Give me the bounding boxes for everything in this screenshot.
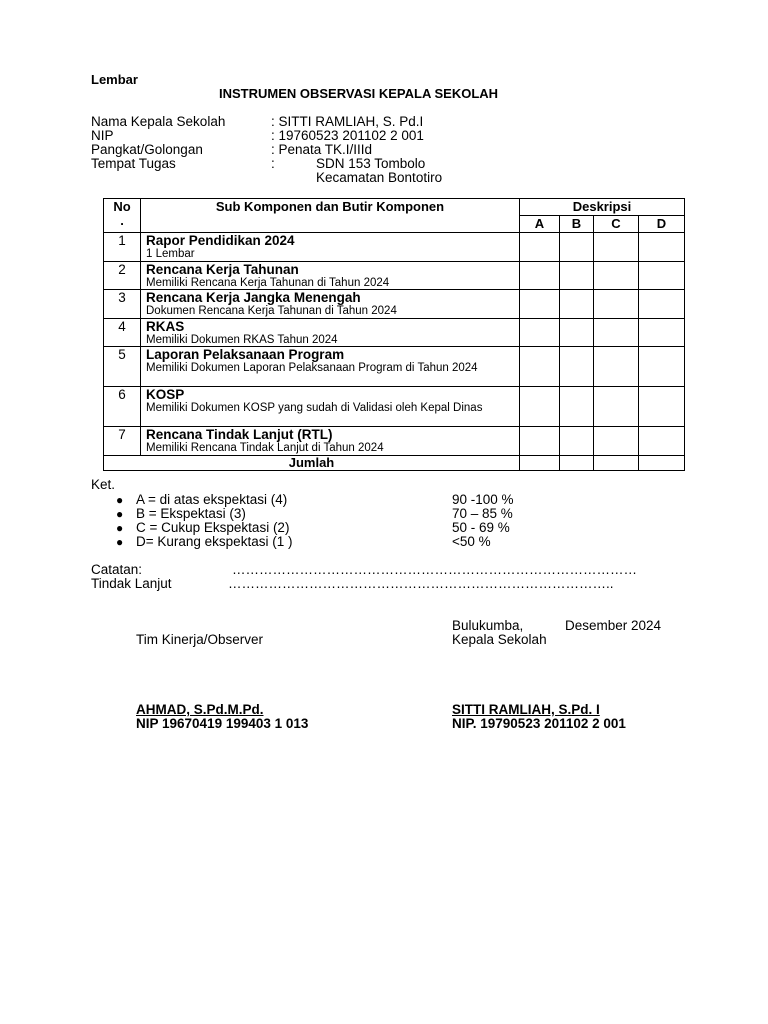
cell-grade-d[interactable] xyxy=(639,427,685,456)
cell-grade-a[interactable] xyxy=(520,427,560,456)
cell-grade-c[interactable] xyxy=(594,318,639,347)
row-title: Rencana Kerja Jangka Menengah xyxy=(146,290,361,305)
total-label: Jumlah xyxy=(104,455,520,470)
sheet-label: Lembar xyxy=(91,72,138,87)
info-value-rank: : Penata TK.I/IIId xyxy=(271,142,373,157)
cell-grade-b[interactable] xyxy=(560,427,594,456)
total-row xyxy=(104,455,685,470)
row-number: 1 xyxy=(104,233,141,262)
table-row xyxy=(104,290,685,319)
header-grade-a: A xyxy=(520,216,560,233)
info-value-district: Kecamatan Bontotiro xyxy=(316,170,443,185)
principal-name: SITTI RAMLIAH, S.Pd. I xyxy=(452,702,600,717)
cell-grade-d[interactable] xyxy=(639,261,685,290)
info-label-workplace: Tempat Tugas xyxy=(91,156,176,171)
legend-range-d: <50 % xyxy=(452,534,491,549)
header-description xyxy=(520,199,685,216)
header-component xyxy=(141,199,520,233)
row-description: Dokumen Rencana Kerja Tahunan di Tahun 2024 xyxy=(146,305,397,317)
total-grade-a[interactable] xyxy=(520,455,560,470)
legend-range-a: 90 -100 % xyxy=(452,492,514,507)
row-title: KOSP xyxy=(146,387,185,402)
row-item xyxy=(141,347,520,387)
row-number: 7 xyxy=(104,427,141,456)
cell-grade-c[interactable] xyxy=(594,233,639,262)
notes-label: Catatan: xyxy=(91,562,143,577)
row-number: 6 xyxy=(104,387,141,427)
cell-grade-b[interactable] xyxy=(560,347,594,387)
signature-place: Bulukumba, xyxy=(452,618,524,633)
info-label-nip: NIP xyxy=(91,128,114,143)
table-row xyxy=(104,261,685,290)
info-value-workplace-colon: : xyxy=(271,156,275,171)
row-item xyxy=(141,318,520,347)
cell-grade-a[interactable] xyxy=(520,387,560,427)
legend-item-d: D= Kurang ekspektasi (1 ) xyxy=(136,534,293,549)
cell-grade-c[interactable] xyxy=(594,347,639,387)
header-no-text: No xyxy=(113,199,131,214)
legend-item-c: C = Cukup Ekspektasi (2) xyxy=(136,520,290,535)
table-row xyxy=(104,427,685,456)
legend-range-b: 70 – 85 % xyxy=(452,506,513,521)
cell-grade-b[interactable] xyxy=(560,318,594,347)
cell-grade-d[interactable] xyxy=(639,290,685,319)
table-row xyxy=(104,318,685,347)
cell-grade-a[interactable] xyxy=(520,261,560,290)
row-number: 4 xyxy=(104,318,141,347)
header-no xyxy=(104,199,141,233)
row-description: 1 Lembar xyxy=(146,248,195,260)
follow-up-label: Tindak Lanjut xyxy=(91,576,172,591)
row-item xyxy=(141,233,520,262)
header-no-dot: . xyxy=(120,213,124,228)
table-row xyxy=(104,387,685,427)
total-grade-c[interactable] xyxy=(594,455,639,470)
cell-grade-c[interactable] xyxy=(594,427,639,456)
signature-date: Desember 2024 xyxy=(565,618,662,633)
info-label-name: Nama Kepala Sekolah xyxy=(91,114,226,129)
cell-grade-d[interactable] xyxy=(639,233,685,262)
row-description: Memiliki Dokumen KOSP yang sudah di Validasi oleh Kepal Dinas xyxy=(146,402,483,414)
principal-role: Kepala Sekolah xyxy=(452,632,547,647)
principal-nip: NIP. 19790523 201102 2 001 xyxy=(452,716,626,731)
header-grade-d: D xyxy=(639,216,685,233)
bullet-icon: ● xyxy=(116,521,124,535)
row-item xyxy=(141,427,520,456)
info-value-school: SDN 153 Tombolo xyxy=(316,156,426,171)
observer-nip: NIP 19670419 199403 1 013 xyxy=(136,716,309,731)
cell-grade-a[interactable] xyxy=(520,290,560,319)
row-number: 5 xyxy=(104,347,141,387)
row-title: RKAS xyxy=(146,318,185,334)
cell-grade-c[interactable] xyxy=(594,387,639,427)
cell-grade-d[interactable] xyxy=(639,347,685,387)
notes-dotted-line[interactable]: ……………………………………………………………………………… xyxy=(232,562,637,577)
header-description-text: Deskripsi xyxy=(572,199,632,214)
legend-title: Ket. xyxy=(91,477,116,492)
cell-grade-c[interactable] xyxy=(594,290,639,319)
bullet-icon: ● xyxy=(116,493,124,507)
info-label-rank: Pangkat/Golongan xyxy=(91,142,203,157)
total-grade-d[interactable] xyxy=(639,455,685,470)
cell-grade-b[interactable] xyxy=(560,261,594,290)
cell-grade-d[interactable] xyxy=(639,387,685,427)
info-value-name: : SITTI RAMLIAH, S. Pd.I xyxy=(271,114,424,129)
document-title: INSTRUMEN OBSERVASI KEPALA SEKOLAH xyxy=(219,86,499,101)
cell-grade-c[interactable] xyxy=(594,261,639,290)
observer-name: AHMAD, S.Pd.M.Pd. xyxy=(136,702,264,717)
observer-role: Tim Kinerja/Observer xyxy=(136,632,264,647)
legend-range-c: 50 - 69 % xyxy=(452,520,510,535)
observation-table xyxy=(103,198,685,471)
follow-up-dotted-line[interactable]: ………………………………………………………………………….. xyxy=(228,576,614,591)
row-item xyxy=(141,290,520,319)
row-title: Laporan Pelaksanaan Program xyxy=(146,347,345,362)
bullet-icon: ● xyxy=(116,535,124,549)
row-item xyxy=(141,261,520,290)
header-component-text: Sub Komponen dan Butir Komponen xyxy=(215,199,445,214)
row-number: 2 xyxy=(104,261,141,290)
header-grade-b: B xyxy=(560,216,594,233)
row-title: Rapor Pendidikan 2024 xyxy=(146,233,295,248)
header-grade-c: C xyxy=(594,216,639,233)
row-description: Memiliki Rencana Tindak Lanjut di Tahun 2024 xyxy=(146,442,384,454)
row-description: Memiliki Dokumen RKAS Tahun 2024 xyxy=(146,333,338,346)
total-grade-b[interactable] xyxy=(560,455,594,470)
row-number: 3 xyxy=(104,290,141,319)
table-row xyxy=(104,347,685,387)
cell-grade-b[interactable] xyxy=(560,233,594,262)
row-title: Rencana Kerja Tahunan xyxy=(146,261,299,277)
row-description: Memiliki Dokumen Laporan Pelaksanaan Program di Tahun 2024 xyxy=(146,362,478,374)
cell-grade-a[interactable] xyxy=(520,233,560,262)
cell-grade-b[interactable] xyxy=(560,387,594,427)
cell-grade-a[interactable] xyxy=(520,347,560,387)
cell-grade-d[interactable] xyxy=(639,318,685,347)
row-item xyxy=(141,387,520,427)
row-description: Memiliki Rencana Kerja Tahunan di Tahun 2024 xyxy=(146,276,390,289)
legend-item-a: A = di atas ekspektasi (4) xyxy=(136,492,288,507)
bullet-icon: ● xyxy=(116,507,124,521)
legend-item-b: B = Ekspektasi (3) xyxy=(136,506,246,521)
cell-grade-a[interactable] xyxy=(520,318,560,347)
row-title: Rencana Tindak Lanjut (RTL) xyxy=(146,427,333,442)
cell-grade-b[interactable] xyxy=(560,290,594,319)
table-row xyxy=(104,233,685,262)
info-value-nip: : 19760523 201102 2 001 xyxy=(271,128,424,143)
